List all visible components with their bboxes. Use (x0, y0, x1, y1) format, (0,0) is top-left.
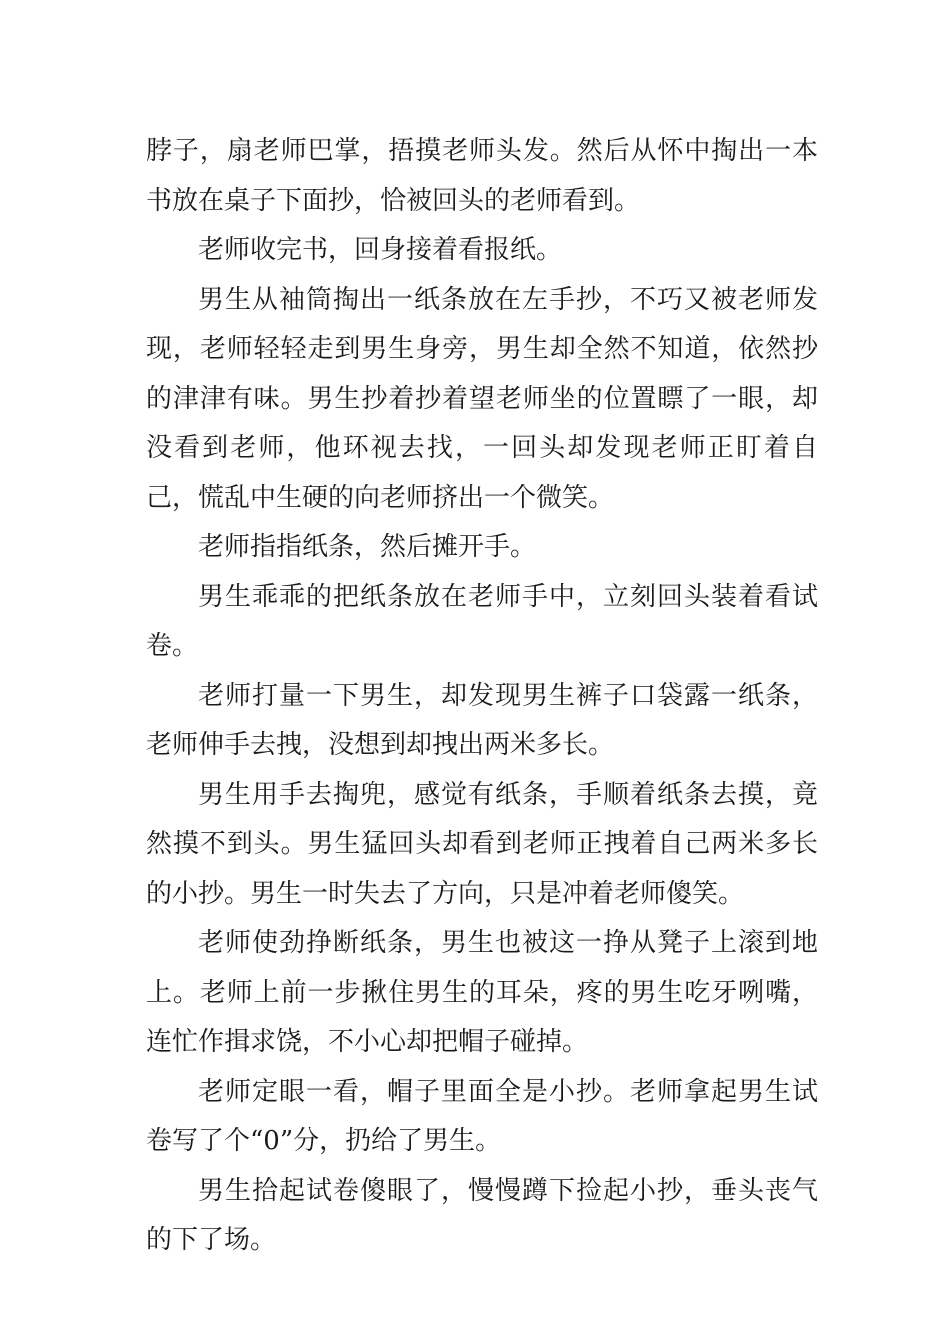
paragraph: 男生从袖筒掏出一纸条放在左手抄，不巧又被老师发现，老师轻轻走到男生身旁，男生却全然不知道，依然抄的津津有味。男生抄着抄着望老师坐的位置瞟了一眼，却没看到老师，他环视去找，一回头却发现老师正盯着自己，慌乱中生硬的向老师挤出一个微笑。 (146, 284, 818, 513)
paragraph: 老师指指纸条，然后摊开手。 (198, 532, 537, 562)
paragraph: 脖子，扇老师巴掌，捂摸老师头发。然后从怀中掏出一本书放在桌子下面抄，恰被回头的老师看到。 (146, 136, 818, 216)
paragraph: 老师收完书，回身接着看报纸。 (198, 235, 563, 265)
paragraph: 男生乖乖的把纸条放在老师手中，立刻回头装着看试卷。 (146, 581, 818, 661)
paragraph: 男生用手去掏兜，感觉有纸条，手顺着纸条去摸，竟然摸不到头。男生猛回头却看到老师正拽着自己两米多长的小抄。男生一时失去了方向，只是冲着老师傻笑。 (146, 779, 818, 909)
paragraph: 老师使劲挣断纸条，男生也被这一挣从凳子上滚到地上。老师上前一步揪住男生的耳朵，疼的男生吃牙咧嘴，连忙作揖求饶，不小心却把帽子碰掉。 (146, 928, 818, 1057)
document-body (146, 127, 818, 1266)
paragraph: 老师打量一下男生，却发现男生裤子口袋露一纸条，老师伸手去拽，没想到却拽出两米多长。 (146, 680, 818, 760)
paragraph: 老师定眼一看，帽子里面全是小抄。老师拿起男生试卷写了个“0”分，扔给了男生。 (146, 1076, 818, 1156)
paragraph: 男生拾起试卷傻眼了，慢慢蹲下捡起小抄，垂头丧气的下了场。 (146, 1175, 818, 1255)
